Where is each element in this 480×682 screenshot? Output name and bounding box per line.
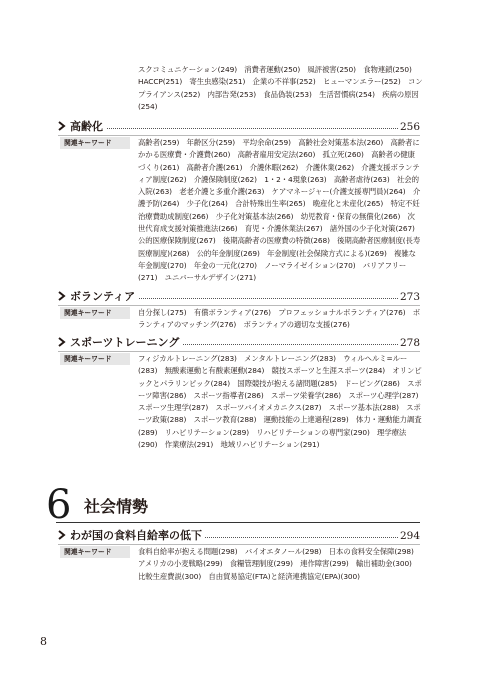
entry-page: 256 xyxy=(399,121,420,133)
chevron-right-icon xyxy=(58,291,66,301)
toc-entry-food-self-sufficiency[interactable] xyxy=(58,529,420,543)
toc-entry-sports-training[interactable] xyxy=(58,336,420,350)
keyword-row xyxy=(58,135,423,292)
keyword-label: 関連キーワード xyxy=(60,307,130,319)
entry-title: ボランティア xyxy=(70,290,138,303)
entry-page: 278 xyxy=(399,337,420,349)
toc-entry-aging[interactable] xyxy=(58,120,420,134)
keyword-list: 高齢者(259) 年齢区分(259) 平均余命(259) 高齢社会対策基本法(260) 高齢者にかかる医療費・介護費(260) 高齢者雇用安定法(260) 孤立死(260) 高齢者の健康づくり(261) 高齢者介護(261) 介護休暇(262) 介護休業(262) 介護支援ボランティア制度(262) 介護保険制度(262) 1・2・4現象(263) 高齢者虐待(263) 社会的入院(263) 老老介護と多重介護(263) ケアマネージャー(介護支援専門員)(264) 介護予防(264) 少子化(264) 合計特殊出生率(265) 晩産化と未産化(265) 特定不妊治療費助成制度(266) 少子化対策基本法(266) 幼児教育・保育の無償化(266) 次世代育成支援対策推進法(266) 育児・介護休業法(267) 諸外国の少子化対策(267) 公的医療保険制度(267) 後期高齢者の医療費の特徴(268) 後期高齢者医療制度(長寿医療制度)(268) 公的年金制度(269) 年金制度(社会保険方式による)(269) 複雑な年金制度(270) 年金の一元化(270) ノーマライゼイション(270) バリアフリー(271) ユニバーサルデザイン(271) xyxy=(138,138,423,283)
keyword-list: 自分探し(275) 有償ボランティア(276) プロフェッショナルボランティア(276) ボランティアのマッチング(276) ボランティアの適切な支援(276) xyxy=(138,308,421,330)
keyword-label: 関連キーワード xyxy=(60,353,130,365)
keyword-list: フィジカルトレーニング(283) メンタルトレーニング(283) ウィルヘルミ=ルー(283) 無酸素運動と有酸素運動(284) 競技スポーツと生涯スポーツ(284) オリンピックとパラリンピック(284) 国際競技が抱える諸問題(285) ドーピング(286) スポーツ障害(286) スポーツ指導者(286) スポーツ栄養学(286) スポーツ心理学(287) スポーツ生理学(287) スポーツバイオメカニクス(287) スポーツ基本法(288) スポーツ政策(288) スポーツ教育(288) 運動技能の上達過程(289) 体力・運動能力調査(289) リハビリテーション(289) リハビリテーションの専門家(290) 理学療法(290) 作業療法(291) 地域リハビリテーション(291) xyxy=(138,354,426,450)
keyword-label: 関連キーワード xyxy=(60,137,130,149)
chapter-divider xyxy=(56,522,420,523)
page-number: 8 xyxy=(40,635,47,648)
entry-title: わが国の食料自給率の低下 xyxy=(70,529,205,542)
chevron-right-icon xyxy=(58,530,66,540)
keyword-row xyxy=(58,305,420,336)
entry-title: スポーツトレーニング xyxy=(70,336,182,349)
keyword-list: 食料自給率が抱える問題(298) バイオエタノール(298) 日本の食料安全保障(298) アメリカの小麦戦略(299) 食糧管理制度(299) 連作障害(299) 輸出補助金(300) 比較生産費説(300) 自由貿易協定(FTA)と経済連携協定(EPA)(300) xyxy=(138,547,422,581)
entry-title: 高齢化 xyxy=(70,120,106,133)
keyword-row xyxy=(58,351,426,462)
entry-page: 273 xyxy=(399,291,420,303)
dotted-leader xyxy=(70,128,398,129)
entry-page: 294 xyxy=(399,530,420,542)
chapter-number: 6 xyxy=(46,482,72,528)
chevron-right-icon xyxy=(58,337,66,347)
keyword-label: 関連キーワード xyxy=(60,546,130,558)
chapter-title: 社会情勢 xyxy=(84,497,149,516)
keywords-continuation: スクコミュニケーション(249) 消費者運動(250) 風評被害(250) 食物連鎖(250) HACCP(251) 寄生虫感染(251) 企業の不祥事(252) ヒューマンエラー(252) コンプライアンス(252) 内部告発(253) 食品偽装(253) 生活習慣病(254) 疾病の原因(254) xyxy=(138,65,423,111)
chevron-right-icon xyxy=(58,121,66,131)
toc-entry-volunteer[interactable] xyxy=(58,290,420,304)
keyword-row xyxy=(58,544,420,595)
